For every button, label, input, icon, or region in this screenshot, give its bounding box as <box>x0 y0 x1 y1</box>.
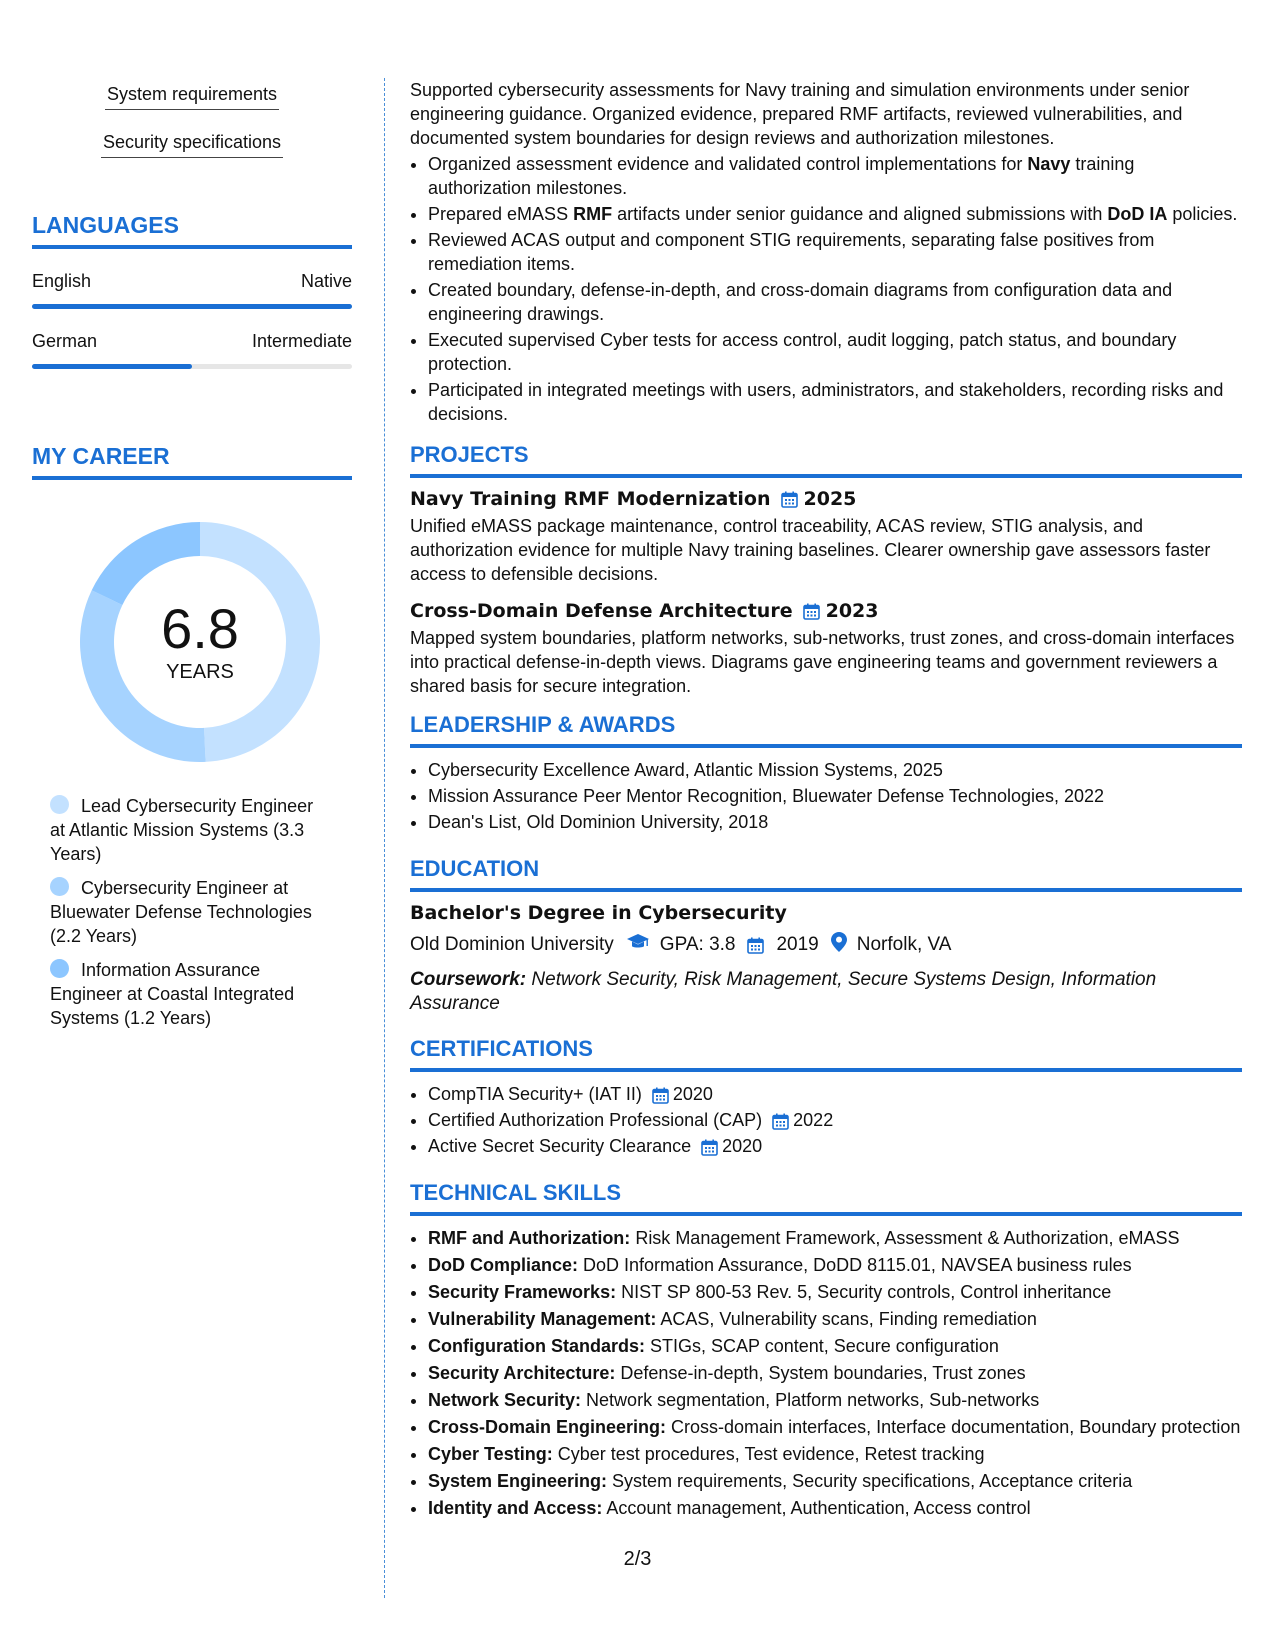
certification-item: • Active Secret Security Clearance 2020 <box>428 1134 1242 1158</box>
awards-list <box>410 758 1242 834</box>
experience-bullet: • Prepared eMASS RMF artifacts under senior guidance and aligned submissions with DoD IA policies. <box>428 202 1242 226</box>
project-description: Unified eMASS package maintenance, control traceability, ACAS review, STIG analysis, and authorization evidence for multiple Navy training baselines. Clearer ownership gave assessors faster access to defensible decisions. <box>410 516 1211 584</box>
legend-dot <box>50 877 69 896</box>
main-column <box>410 78 1242 1523</box>
career-heading: MY CAREER <box>32 443 352 480</box>
language-name: German <box>32 331 98 351</box>
skill-item: • Security Frameworks: NIST SP 800-53 Rev. 5, Security controls, Control inheritance <box>428 1280 1242 1304</box>
projects-heading: PROJECTS <box>410 442 1242 478</box>
career-legend-label: Information Assurance Engineer at Coastal Integrated Systems (1.2 Years) <box>50 960 295 1028</box>
legend-dot <box>50 795 69 814</box>
language-level: Native <box>300 271 352 291</box>
award-item: • Cybersecurity Excellence Award, Atlantic Mission Systems, 2025 <box>428 758 1242 782</box>
project-description: Mapped system boundaries, platform networks, sub-networks, trust zones, and cross-domain interfaces into practical defense-in-depth views. Diagrams gave engineering teams and government reviewers a shared basis for secure integration. <box>410 628 1235 696</box>
skill-item: • Identity and Access: Account management, Authentication, Access control <box>428 1496 1242 1520</box>
skill-tags <box>32 78 352 174</box>
project-year: 2025 <box>803 488 857 510</box>
gpa: GPA: 3.8 <box>659 934 736 955</box>
project-item <box>410 600 1242 698</box>
career-legend <box>32 794 352 1030</box>
languages-heading: LANGUAGES <box>32 212 352 249</box>
skill-tag: Security specifications <box>101 132 283 158</box>
project-title: Navy Training RMF Modernization <box>410 488 771 510</box>
experience-bullet: • Organized assessment evidence and validated control implementations for Navy training authorization milestones. <box>428 152 1242 200</box>
calendar-icon <box>803 603 820 620</box>
career-legend-label: Cybersecurity Engineer at Bluewater Defense Technologies (2.2 Years) <box>50 878 312 946</box>
location: Norfolk, VA <box>856 934 952 955</box>
skill-item: • Cross-Domain Engineering: Cross-domain interfaces, Interface documentation, Boundary protection <box>428 1415 1242 1439</box>
project-title: Cross-Domain Defense Architecture <box>410 600 793 622</box>
page-number: 2/3 <box>623 1548 652 1570</box>
education-details <box>410 932 1242 958</box>
skill-item: • DoD Compliance: DoD Information Assurance, DoDD 8115.01, NAVSEA business rules <box>428 1253 1242 1277</box>
experience-bullet: • Reviewed ACAS output and component STIG requirements, separating false positives from remediation items. <box>428 228 1242 276</box>
skill-item: • Network Security: Network segmentation, Platform networks, Sub-networks <box>428 1388 1242 1412</box>
experience-bullet: • Participated in integrated meetings with users, administrators, and stakeholders, recording risks and decisions. <box>428 378 1242 426</box>
skill-item: • Configuration Standards: STIGs, SCAP content, Secure configuration <box>428 1334 1242 1358</box>
certification-item: • Certified Authorization Professional (CAP) 2022 <box>428 1108 1242 1132</box>
experience-bullet: • Executed supervised Cyber tests for access control, audit logging, patch status, and boundary protection. <box>428 328 1242 376</box>
skill-item: • Security Architecture: Defense-in-depth, System boundaries, Trust zones <box>428 1361 1242 1385</box>
skills-heading: TECHNICAL SKILLS <box>410 1180 1242 1216</box>
career-legend-item <box>50 794 330 866</box>
sidebar <box>32 78 352 1040</box>
award-item: • Dean's List, Old Dominion University, 2018 <box>428 810 1242 834</box>
certification-item: • CompTIA Security+ (IAT II) 2020 <box>428 1082 1242 1106</box>
language-name: English <box>32 271 92 291</box>
school-name: Old Dominion University <box>410 934 614 955</box>
language-proficiency-fill <box>32 304 352 309</box>
calendar-icon <box>701 1138 718 1155</box>
language-level: Intermediate <box>251 331 352 351</box>
language-proficiency-bar <box>32 304 352 309</box>
column-divider <box>384 78 385 1598</box>
language-item <box>32 331 352 369</box>
award-item: • Mission Assurance Peer Mentor Recognition, Bluewater Defense Technologies, 2022 <box>428 784 1242 808</box>
experience-intro: Supported cybersecurity assessments for Navy training and simulation environments under senior engineering guidance. Organized evidence, prepared RMF artifacts, reviewed vulnerabilities, and documented system boundaries for design reviews and authorization milestones. <box>410 80 1190 148</box>
career-total-unit: YEARS <box>166 660 234 683</box>
awards-heading: LEADERSHIP & AWARDS <box>410 712 1242 748</box>
experience-bullet: • Created boundary, defense-in-depth, and cross-domain diagrams from configuration data and engineering drawings. <box>428 278 1242 326</box>
legend-dot <box>50 959 69 978</box>
career-donut-chart <box>80 522 320 762</box>
calendar-icon <box>781 491 798 508</box>
certifications-heading: CERTIFICATIONS <box>410 1036 1242 1072</box>
calendar-icon <box>652 1086 669 1103</box>
skill-item: • Cyber Testing: Cyber test procedures, Test evidence, Retest tracking <box>428 1442 1242 1466</box>
language-proficiency-fill <box>32 364 192 369</box>
skill-item: • Vulnerability Management: ACAS, Vulnerability scans, Finding remediation <box>428 1307 1242 1331</box>
project-year: 2023 <box>825 600 879 622</box>
career-legend-item <box>50 876 330 948</box>
graduation-cap-icon <box>626 933 650 957</box>
career-total-value: 6.8 <box>161 596 239 660</box>
career-legend-item <box>50 958 330 1030</box>
language-item <box>32 271 352 309</box>
career-legend-label: Lead Cybersecurity Engineer at Atlantic Mission Systems (3.3 Years) <box>50 796 314 864</box>
skills-list <box>410 1226 1242 1520</box>
project-item <box>410 488 1242 586</box>
skill-item: • System Engineering: System requirements, Security specifications, Acceptance criteria <box>428 1469 1242 1493</box>
skill-tag: System requirements <box>105 84 279 110</box>
calendar-icon <box>747 937 764 954</box>
career-total <box>80 522 320 762</box>
skill-item: • RMF and Authorization: Risk Management Framework, Assessment & Authorization, eMASS <box>428 1226 1242 1250</box>
language-proficiency-bar <box>32 364 352 369</box>
calendar-icon <box>772 1112 789 1129</box>
certifications-list <box>410 1082 1242 1158</box>
location-pin-icon <box>831 932 847 958</box>
degree-title: Bachelor's Degree in Cybersecurity <box>410 902 787 924</box>
experience-bullets <box>410 152 1242 426</box>
education-heading: EDUCATION <box>410 856 1242 892</box>
coursework: Coursework: Network Security, Risk Management, Secure Systems Design, Information Assurance <box>410 969 1157 1014</box>
graduation-year: 2019 <box>776 934 819 955</box>
